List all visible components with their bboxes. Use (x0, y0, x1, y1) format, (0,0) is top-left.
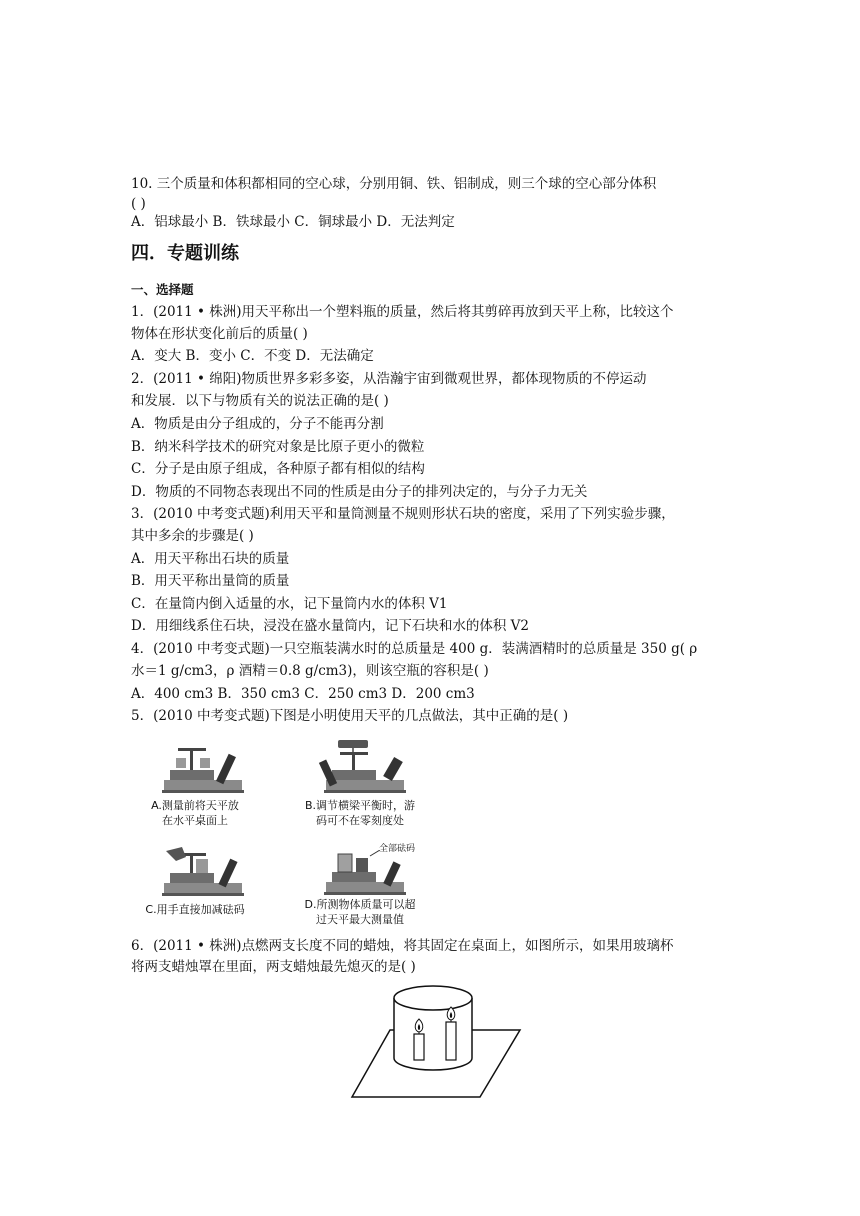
q10-stem-line1: 10. 三个质量和体积都相同的空心球，分别用铜、铁、铝制成，则三个球的空心部分体积 (131, 176, 657, 192)
q6-line: 6．(2011 • 株洲)点燃两支长度不同的蜡烛，将其固定在桌面上，如图所示，如果用玻璃杯 (131, 938, 674, 954)
figure-a-caption-line: A.测量前将天平放 (151, 799, 239, 812)
all-weights-tag: 全部砝码 (378, 844, 415, 854)
q3-option-d: D．用细线系住石块，浸没在盛水量筒内，记下石块和水的体积 V2 (131, 618, 529, 634)
q3-option-a: A．用天平称出石块的质量 (131, 551, 290, 567)
balance-figure-d (318, 850, 418, 898)
q3-option-c: C．在量筒内倒入适量的水，记下量筒内水的体积 V1 (131, 596, 448, 612)
q2-option-a: A．物质是由分子组成的，分子不能再分割 (131, 416, 384, 432)
balance-figure-a (160, 738, 255, 796)
figure-b-caption-line: 码可不在零刻度处 (316, 814, 404, 827)
q2-option-c: C．分子是由原子组成，各种原子都有相似的结构 (131, 461, 425, 477)
figure-b-caption-line: B.调节横梁平衡时，游 (304, 799, 416, 812)
balance-figure-b (318, 738, 418, 796)
balance-figure-c (160, 843, 255, 899)
q10-stem-line2: ( ) (131, 196, 146, 212)
q2-option-b: B．纳米科学技术的研究对象是比原子更小的微粒 (131, 439, 425, 455)
section-title: 四．专题训练 (131, 243, 239, 264)
figure-d-caption-line: D.所测物体质量可以超 (304, 898, 416, 911)
q4-options: A．400 cm3 B．350 cm3 C．250 cm3 D．200 cm3 (131, 686, 475, 702)
figure-d-caption-line: 过天平最大测量值 (316, 913, 404, 926)
q3-option-b: B．用天平称出量筒的质量 (131, 573, 290, 589)
q4-line: 水＝1 g/cm3，ρ 酒精＝0.8 g/cm3)，则该空瓶的容积是( ) (131, 663, 489, 679)
figure-c-caption: C.用手直接加减砝码 (145, 903, 245, 916)
q1-line: 物体在形状变化前后的质量( ) (131, 326, 308, 342)
q10-options: A．铝球最小 B．铁球最小 C．铜球最小 D．无法判定 (131, 214, 455, 230)
candles-figure (350, 984, 522, 1100)
q2-line: 和发展．以下与物质有关的说法正确的是( ) (131, 393, 389, 409)
q1-options: A．变大 B．变小 C．不变 D．无法确定 (131, 348, 374, 364)
q2-line: 2．(2011 • 绵阳)物质世界多彩多姿，从浩瀚宇宙到微观世界，都体现物质的不停运动 (131, 371, 647, 387)
q3-line: 其中多余的步骤是( ) (131, 528, 254, 544)
subsection-title: 一、选择题 (131, 282, 194, 297)
q1-line: 1．(2011 • 株洲)用天平称出一个塑料瓶的质量，然后将其剪碎再放到天平上称，比较这个 (131, 304, 674, 320)
q6-line: 将两支蜡烛罩在里面，两支蜡烛最先熄灭的是( ) (131, 959, 416, 975)
q2-option-d: D．物质的不同物态表现出不同的性质是由分子的排列决定的，与分子力无关 (131, 484, 588, 500)
q5-line: 5．(2010 中考变式题)下图是小明使用天平的几点做法，其中正确的是( ) (131, 708, 569, 724)
figure-a-caption-line: 在水平桌面上 (162, 814, 228, 827)
q4-line: 4．(2010 中考变式题)一只空瓶装满水时的总质量是 400 g．装满酒精时的总质量是 350 g( ρ (131, 641, 698, 657)
q3-line: 3．(2010 中考变式题)利用天平和量筒测量不规则形状石块的密度，采用了下列实验步骤， (131, 506, 675, 522)
